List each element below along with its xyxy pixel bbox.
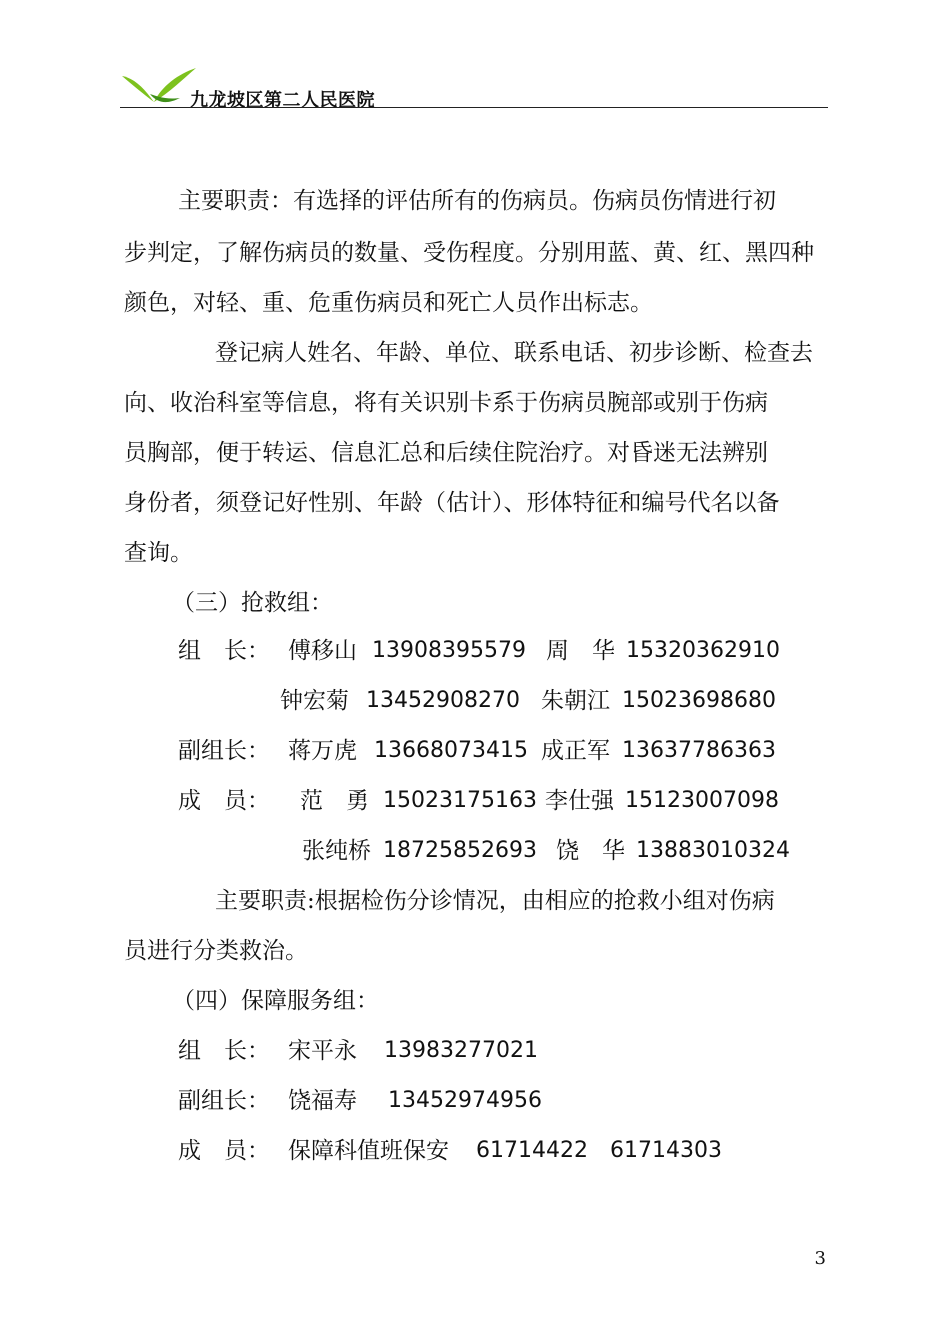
register-line-1: 登记病人姓名、年龄、单位、联系电话、初步诊断、检查去 [215, 340, 813, 366]
rescue-member-phone: 18725852693 [383, 838, 537, 863]
rescue-member-name: 饶 华 [556, 838, 625, 864]
rescue-deputy-name: 蒋万虎 [288, 738, 357, 764]
support-leader-name: 宋平永 [288, 1038, 357, 1064]
rescue-member-phone: 13883010324 [636, 838, 790, 863]
register-line-4: 身份者，须登记好性别、年龄（估计）、形体特征和编号代名以备 [124, 490, 780, 516]
register-line-3: 员胸部，便于转运、信息汇总和后续住院治疗。对昏迷无法辨别 [124, 440, 768, 466]
rescue-duty-line-1: 主要职责:根据检伤分诊情况，由相应的抢救小组对伤病 [215, 888, 775, 914]
hospital-name: 九龙坡区第二人民医院 [190, 90, 375, 111]
rescue-leader-name: 钟宏菊 [280, 688, 349, 714]
support-phone-2: 61714303 [610, 1138, 722, 1163]
rescue-deputy-phone: 13668073415 [374, 738, 528, 763]
support-deputy-phone: 13452974956 [388, 1088, 542, 1113]
rescue-member-name: 李仕强 [545, 788, 614, 814]
rescue-duty-line-2: 员进行分类救治。 [124, 938, 308, 964]
rescue-leader-phone: 13452908270 [366, 688, 520, 713]
rescue-leader-phone: 15023698680 [622, 688, 776, 713]
rescue-leader-phone: 15320362910 [626, 638, 780, 663]
rescue-member-phone: 15123007098 [625, 788, 779, 813]
rescue-deputy-name: 成正军 [541, 738, 610, 764]
rescue-leader-phone: 13908395579 [372, 638, 526, 663]
register-line-2: 向、收治科室等信息，将有关识别卡系于伤病员腕部或别于伤病 [124, 390, 768, 416]
rescue-member-name: 张纯桥 [302, 838, 371, 864]
rescue-member-label: 成 员： [178, 788, 270, 814]
support-group-heading: （四）保障服务组： [172, 988, 379, 1014]
rescue-member-phone: 15023175163 [383, 788, 537, 813]
support-member-text: 保障科值班保安 [288, 1138, 449, 1164]
support-member-label: 成 员： [178, 1138, 270, 1164]
support-phone-1: 61714422 [476, 1138, 588, 1163]
support-leader-phone: 13983277021 [384, 1038, 538, 1063]
rescue-leader-name: 周 华 [546, 638, 615, 664]
support-leader-label: 组 长： [178, 1038, 270, 1064]
rescue-deputy-phone: 13637786363 [622, 738, 776, 763]
rescue-leader-name: 傅移山 [288, 638, 357, 664]
support-deputy-label: 副组长： [178, 1088, 270, 1114]
rescue-leader-name: 朱朝江 [541, 688, 610, 714]
triage-duty-line-2: 步判定，了解伤病员的数量、受伤程度。分别用蓝、黄、红、黑四种 [124, 240, 814, 266]
triage-duty-line-1: 主要职责：有选择的评估所有的伤病员。伤病员伤情进行初 [178, 188, 776, 214]
header-divider [120, 107, 828, 108]
hospital-logo-icon [120, 66, 200, 108]
rescue-member-name: 范 勇 [300, 788, 369, 814]
page-header [120, 66, 828, 110]
register-line-5: 查询。 [124, 540, 193, 566]
page-number: 3 [814, 1248, 826, 1269]
triage-duty-line-3: 颜色，对轻、重、危重伤病员和死亡人员作出标志。 [124, 290, 653, 316]
rescue-deputy-label: 副组长： [178, 738, 270, 764]
support-deputy-name: 饶福寿 [288, 1088, 357, 1114]
rescue-leader-label: 组 长： [178, 638, 270, 664]
rescue-group-heading: （三）抢救组： [172, 590, 333, 616]
